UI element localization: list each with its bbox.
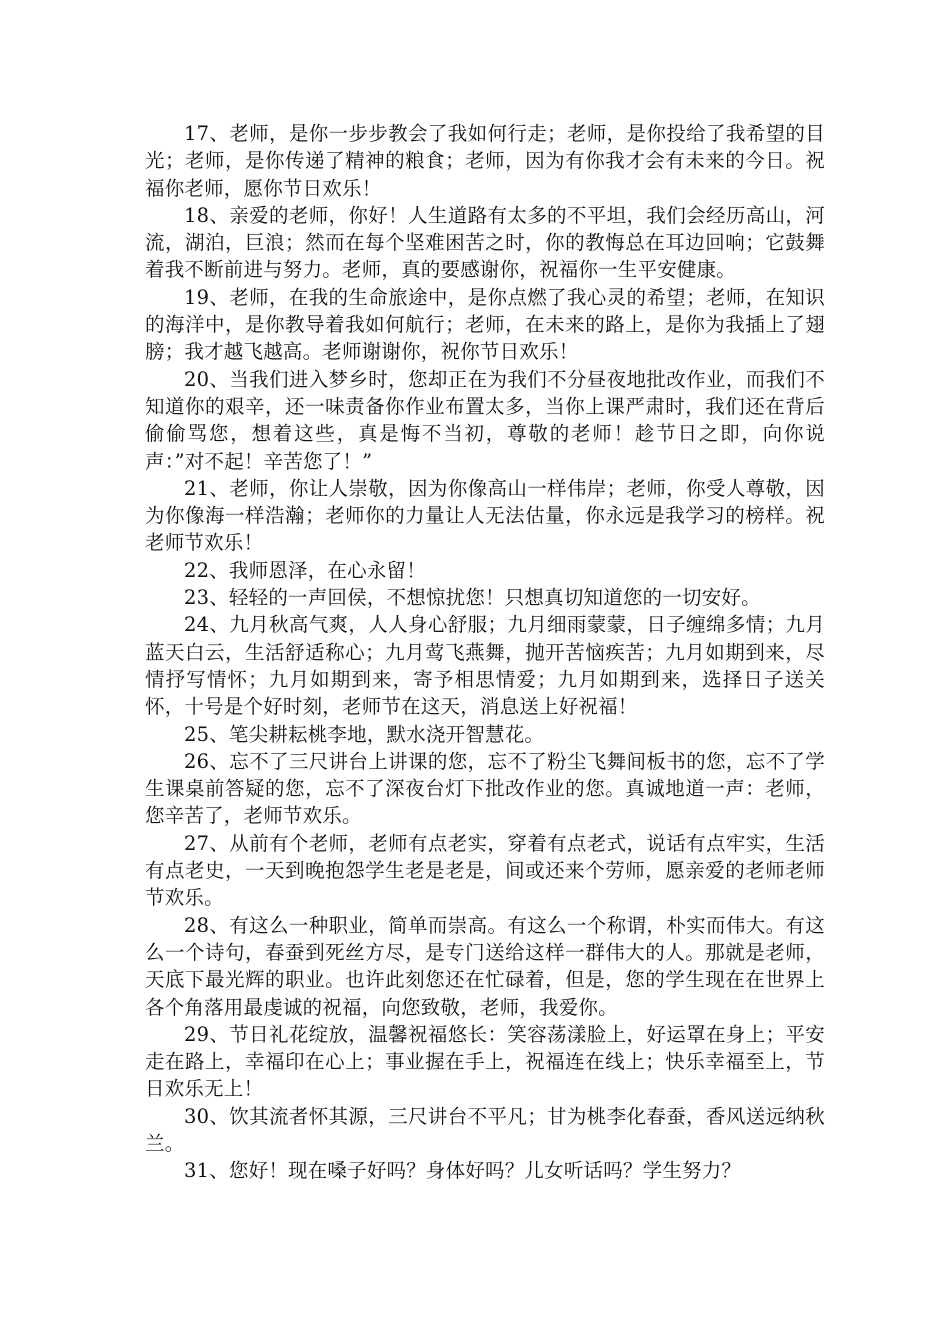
document-body	[145, 120, 825, 1185]
paragraph-24: 24、九月秋高气爽，人人身心舒服；九月细雨蒙蒙，日子缠绵多情；九月蓝天白云，生活舒适称心；九月莺飞燕舞，抛开苦恼疾苦；九月如期到来，尽情抒写情怀；九月如期到来，寄予相思情爱；九月如期到来，选择日子送关怀，十号是个好时刻，老师节在这天，消息送上好祝福！	[145, 613, 825, 719]
paragraph-31: 31、您好！现在嗓子好吗？身体好吗？儿女听话吗？学生努力？	[184, 1159, 742, 1183]
paragraph-17: 17、老师，是你一步步教会了我如何行走；老师，是你投给了我希望的目光；老师，是你传递了精神的粮食；老师，因为有你我才会有未来的今日。祝福你老师，愿你节日欢乐！	[145, 122, 825, 200]
paragraph-21: 21、老师，你让人崇敬，因为你像高山一样伟岸；老师，你受人尊敬，因为你像海一样浩瀚；老师你的力量让人无法估量，你永远是我学习的榜样。祝老师节欢乐！	[145, 476, 825, 555]
paragraph-26: 26、忘不了三尺讲台上讲课的您，忘不了粉尘飞舞间板书的您，忘不了学生课桌前答疑的您，忘不了深夜台灯下批改作业的您。真诚地道一声：老师，您辛苦了，老师节欢乐。	[145, 749, 825, 828]
paragraph-28: 28、有这么一种职业，简单而崇高。有这么一个称谓，朴实而伟大。有这么一个诗句，春蚕到死丝方尽，是专门送给这样一群伟大的人。那就是老师，天底下最光辉的职业。也许此刻您还在忙碌着，但是，您的学生现在在世界上各个角落用最虔诚的祝福，向您致敬，老师，我爱你。	[145, 913, 825, 1019]
paragraph-30: 30、饮其流者怀其源，三尺讲台不平凡；甘为桃李化春蚕，香风送远纳秋兰。	[145, 1104, 825, 1155]
paragraph-29: 29、节日礼花绽放，温馨祝福悠长：笑容荡漾脸上，好运罩在身上；平安走在路上，幸福印在心上；事业握在手上，祝福连在线上；快乐幸福至上，节日欢乐无上！	[145, 1022, 825, 1101]
paragraph-27: 27、从前有个老师，老师有点老实，穿着有点老式，说话有点牢实，生活有点老史，一天到晚抱怨学生老是老是，间或还来个劳师，愿亲爱的老师老师节欢乐。	[145, 831, 825, 910]
paragraph-18: 18、亲爱的老师，你好！人生道路有太多的不平坦，我们会经历高山，河流，湖泊，巨浪；然而在每个坚难困苦之时，你的教悔总在耳边回响；它鼓舞着我不断前进与努力。老师，真的要感谢你，祝福你一生平安健康。	[145, 203, 825, 282]
paragraph-25: 25、笔尖耕耘桃李地，默水浇开智慧花。	[184, 722, 545, 746]
paragraph-22: 22、我师恩泽，在心永留！	[184, 558, 426, 582]
paragraph-20: 20、当我们进入梦乡时，您却正在为我们不分昼夜地批改作业，而我们不知道你的艰辛，还一味责备你作业布置太多，当你上课严肃时，我们还在背后偷偷骂您，想着这些，真是悔不当初，尊敬的老师！趁节日之即，向你说声：”对不起！辛苦您了！”	[145, 367, 825, 473]
paragraph-19: 19、老师，在我的生命旅途中，是你点燃了我心灵的希望；老师，在知识的海洋中，是你教导着我如何航行；老师，在未来的路上，是你为我插上了翅膀；我才越飞越高。老师谢谢你，祝你节日欢乐！	[145, 285, 825, 364]
paragraph-23: 23、轻轻的一声回侯，不想惊扰您！只想真切知道您的一切安好。	[184, 586, 761, 610]
